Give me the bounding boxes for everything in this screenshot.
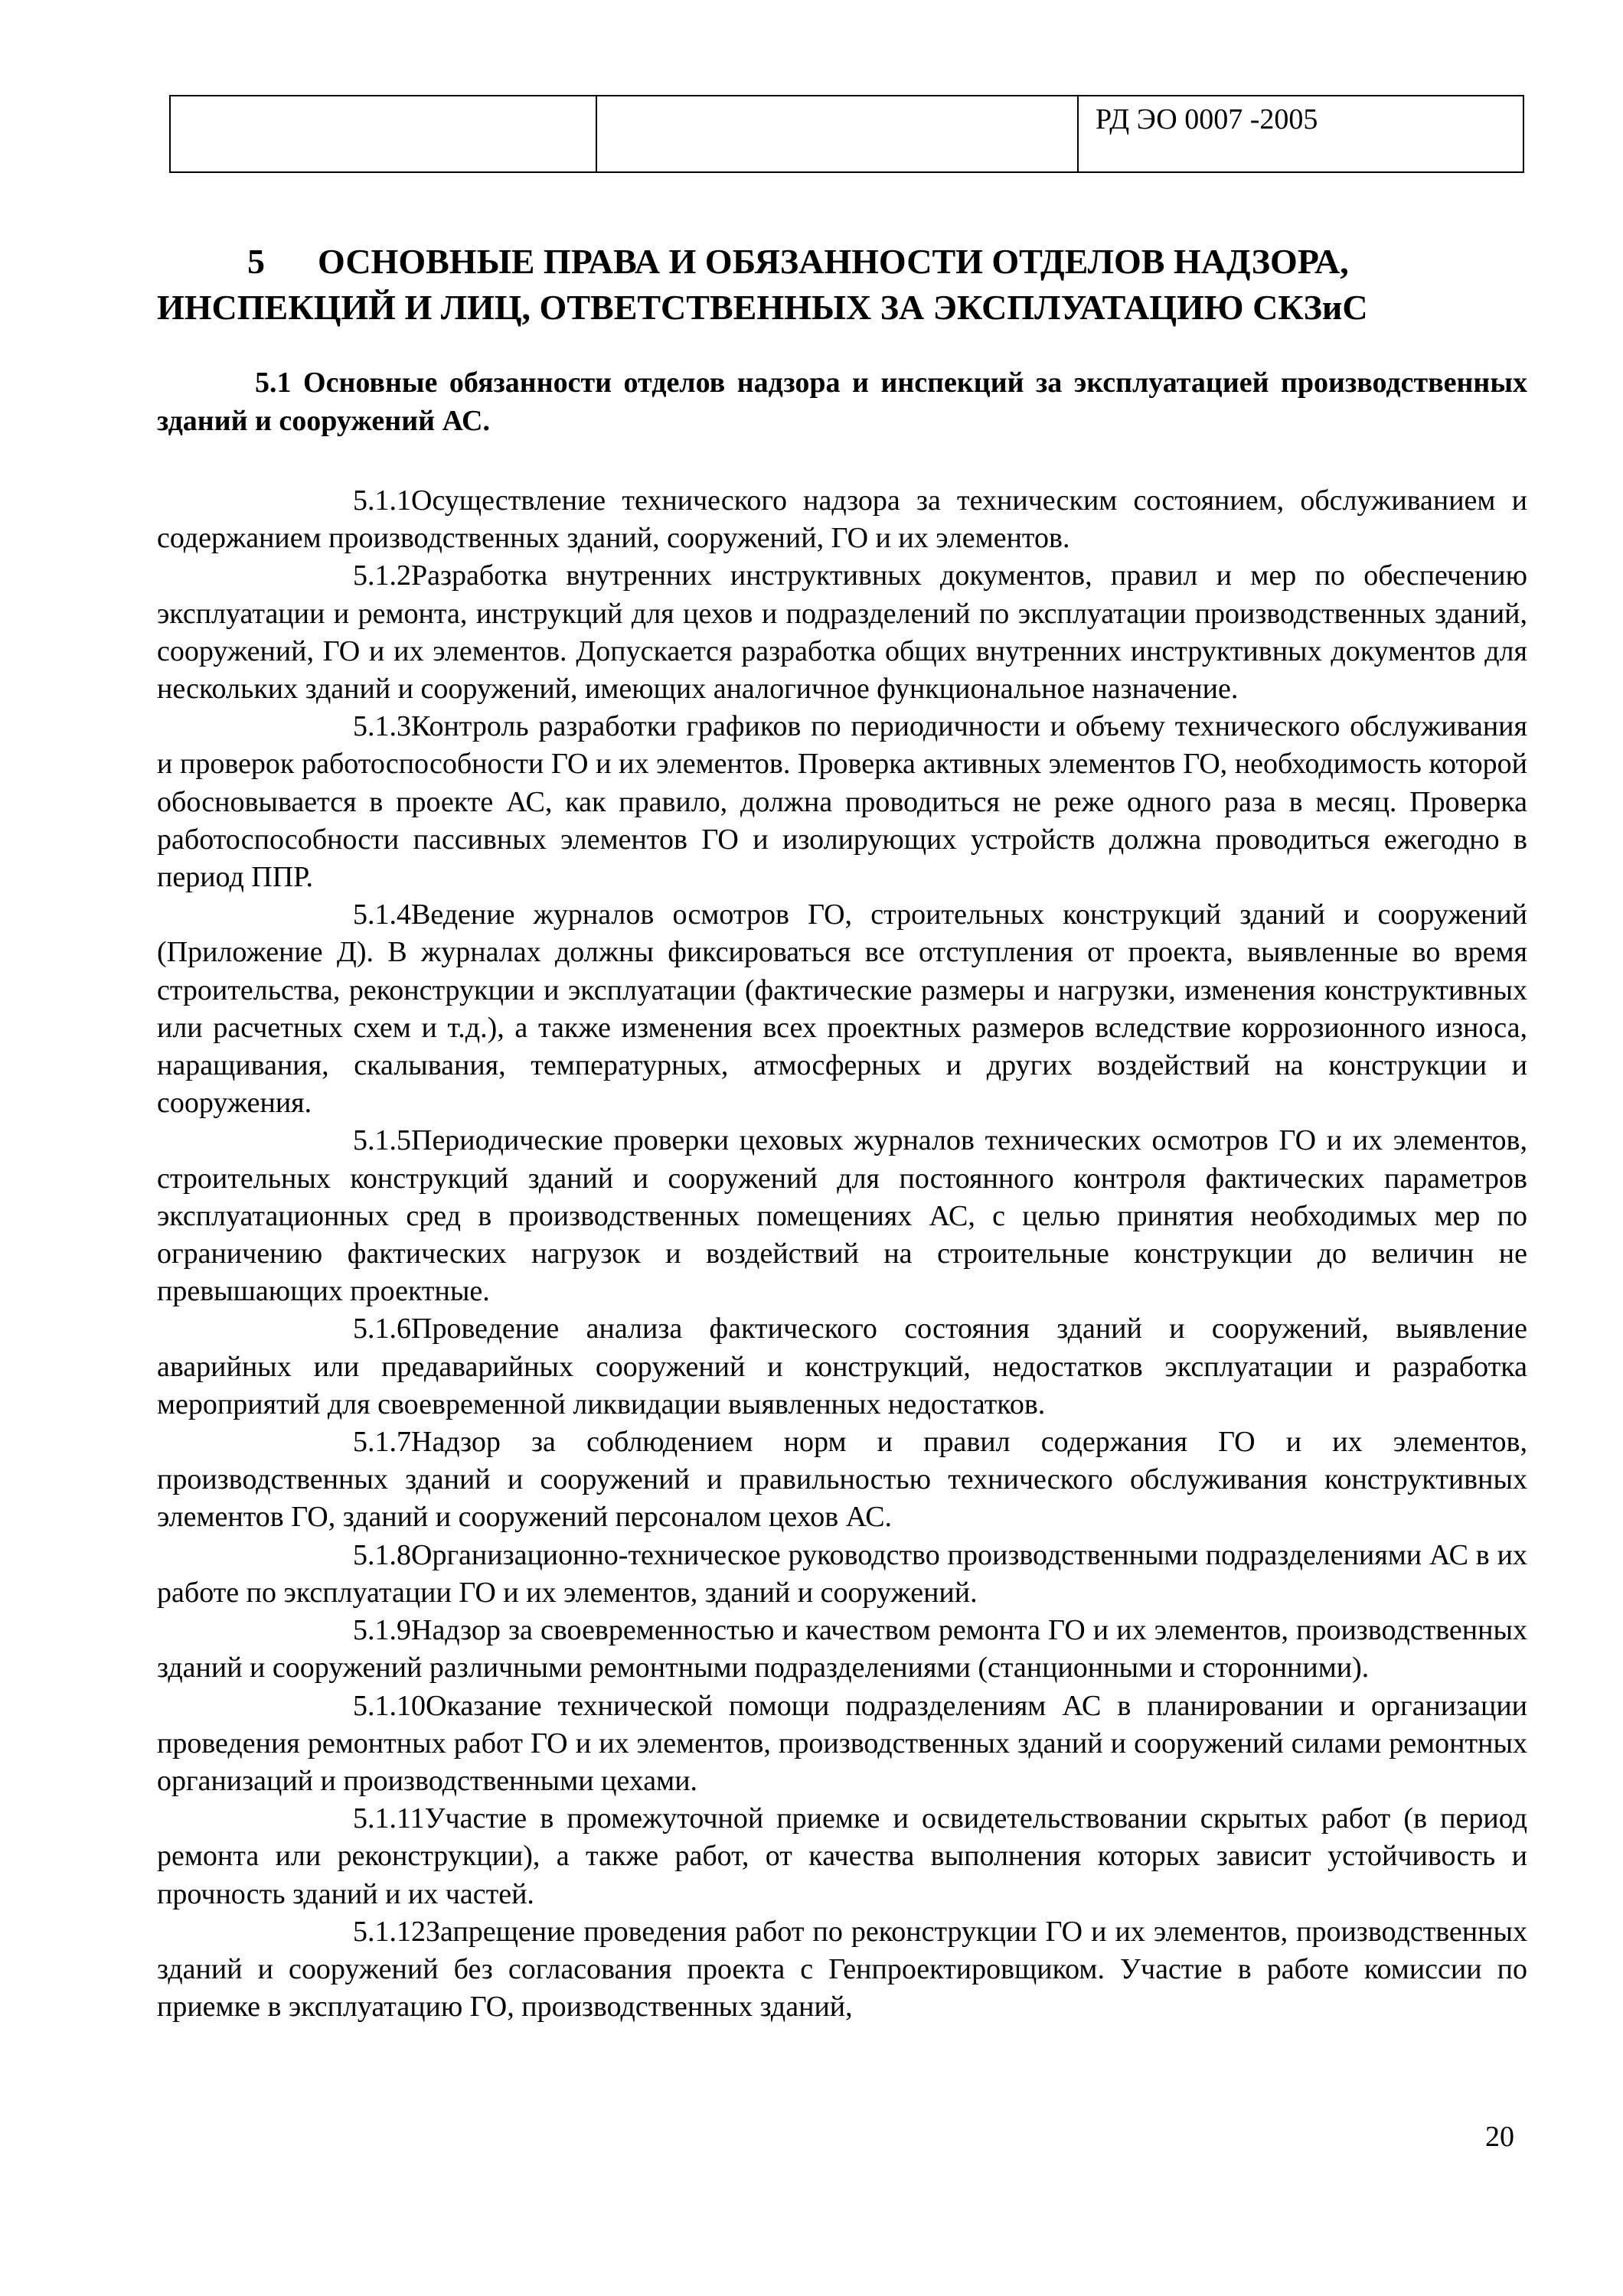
header-cell-empty-2 [596, 96, 1078, 172]
item-number: 5.1.1 [353, 484, 411, 517]
body-text [157, 482, 1527, 2026]
paragraph [157, 1310, 1527, 1424]
item-text: Периодические проверки цеховых журналов технических осмотров ГО и их элементов, строительных конструкций зданий и сооружений для постоянного контроля фактических параметров эксплуатационных сред в производственных помещениях АС, с целью принятия необходимых мер по ограничению фактических нагрузок и воздействий на строительные конструкции до величин не превышающих проектные. [157, 1124, 1527, 1308]
paragraph [157, 557, 1527, 708]
item-number: 5.1.5 [353, 1124, 411, 1157]
item-number: 5.1.8 [353, 1538, 411, 1571]
item-text: Разработка внутренних инструктивных документов, правил и мер по обеспечению эксплуатации и ремонта, инструкций для цехов и подразделений по эксплуатации производственных зданий, сооружений, ГО и их элементов. Допускается разработка общих внутренних инструктивных документов для нескольких зданий и сооружений, имеющих аналогичное функциональное назначение. [157, 559, 1527, 706]
section-title [157, 239, 1527, 331]
item-text: Надзор за соблюдением норм и правил содержания ГО и их элементов, производственных зданий и сооружений и правильностью технического обслуживания конструктивных элементов ГО, зданий и сооружений персоналом цехов АС. [157, 1426, 1527, 1534]
paragraph [157, 1800, 1527, 1913]
paragraph [157, 1537, 1527, 1612]
section-title-line-1: ОСНОВНЫЕ ПРАВА И ОБЯЗАННОСТИ ОТДЕЛОВ НАДЗОРА, [318, 242, 1349, 281]
section-number: 5 [247, 242, 265, 281]
header-table [169, 95, 1524, 173]
section-title-line-2: ИНСПЕКЦИЙ И ЛИЦ, ОТВЕТСТВЕННЫХ ЗА ЭКСПЛУАТАЦИЮ СКЗиС [157, 288, 1368, 327]
paragraph [157, 1612, 1527, 1687]
item-number: 5.1.6 [353, 1313, 411, 1345]
item-number: 5.1.9 [353, 1614, 411, 1647]
item-number: 5.1.3 [353, 710, 411, 743]
item-number: 5.1.10 [353, 1689, 426, 1722]
paragraph [157, 708, 1527, 896]
item-text: Участие в промежуточной приемке и освидетельствовании скрытых работ (в период ремонта или реконструкции), а также работ, от качества выполнения которых зависит устойчивость и прочность зданий и их частей. [157, 1802, 1527, 1910]
item-number: 5.1.12 [353, 1915, 426, 1948]
item-text: Запрещение проведения работ по реконструкции ГО и их элементов, производственных зданий и сооружений без согласования проекта с Генпроектировщиком. Участие в работе комиссии по приемке в эксплуатацию ГО, производственных зданий, [157, 1915, 1527, 2024]
item-text: Проведение анализа фактического состояния зданий и сооружений, выявление аварийных или предаварийных сооружений и конструкций, недостатков эксплуатации и разработка мероприятий для своевременной ликвидации выявленных недостатков. [157, 1313, 1527, 1420]
page-number: 20 [1485, 2121, 1514, 2153]
paragraph [157, 896, 1527, 1122]
item-text: Ведение журналов осмотров ГО, строительных конструкций зданий и сооружений (Приложение Д). В журналах должны фиксироваться все отступления от проекта, выявленные во время строительства, реконструкции и эксплуатации (фактические размеры и нагрузки, изменения конструктивных или расчетных схем и т.д.), а также изменения всех проектных размеров вследствие коррозионного износа, наращивания, скалывания, температурных, атмосферных и других воздействий на конструкции и сооружения. [157, 899, 1527, 1120]
item-text: Осуществление технического надзора за техническим состоянием, обслуживанием и содержанием производственных зданий, сооружений, ГО и их элементов. [157, 484, 1527, 555]
document-code: РД ЭО 0007 -2005 [1078, 96, 1523, 172]
paragraph [157, 1424, 1527, 1537]
paragraph [157, 1913, 1527, 2027]
item-number: 5.1.7 [353, 1426, 411, 1459]
item-text: Организационно-техническое руководство производственными подразделениями АС в их работе по эксплуатации ГО и их элементов, зданий и сооружений. [157, 1538, 1527, 1609]
item-text: Надзор за своевременностью и качеством ремонта ГО и их элементов, производственных зданий и сооружений различными ремонтными подразделениями (станционными и сторонними). [157, 1614, 1527, 1684]
subsection-title [157, 364, 1527, 440]
item-number: 5.1.2 [353, 559, 411, 592]
item-text: Оказание технической помощи подразделениям АС в планировании и организации проведения ремонтных работ ГО и их элементов, производственных зданий и сооружений силами ремонтных организаций и производственными цехами. [157, 1689, 1527, 1797]
paragraph [157, 1122, 1527, 1310]
item-number: 5.1.4 [353, 899, 411, 931]
header-cell-empty-1 [170, 96, 596, 172]
subsection-title-text: Основные обязанности отделов надзора и инспекций за эксплуатацией производственных зданий и сооружений АС. [157, 367, 1527, 437]
item-number: 5.1.11 [353, 1802, 425, 1835]
item-text: Контроль разработки графиков по периодичности и объему технического обслуживания и проверок работоспособности ГО и их элементов. Проверка активных элементов ГО, необходимость которой обосновывается в проекте АС, как правило, должна проводиться не реже одного раза в месяц. Проверка работоспособности пассивных элементов ГО и изолирующих устройств должна проводиться ежегодно в период ППР. [157, 710, 1527, 894]
subsection-number: 5.1 [255, 367, 292, 399]
paragraph [157, 1688, 1527, 1801]
paragraph [157, 482, 1527, 557]
